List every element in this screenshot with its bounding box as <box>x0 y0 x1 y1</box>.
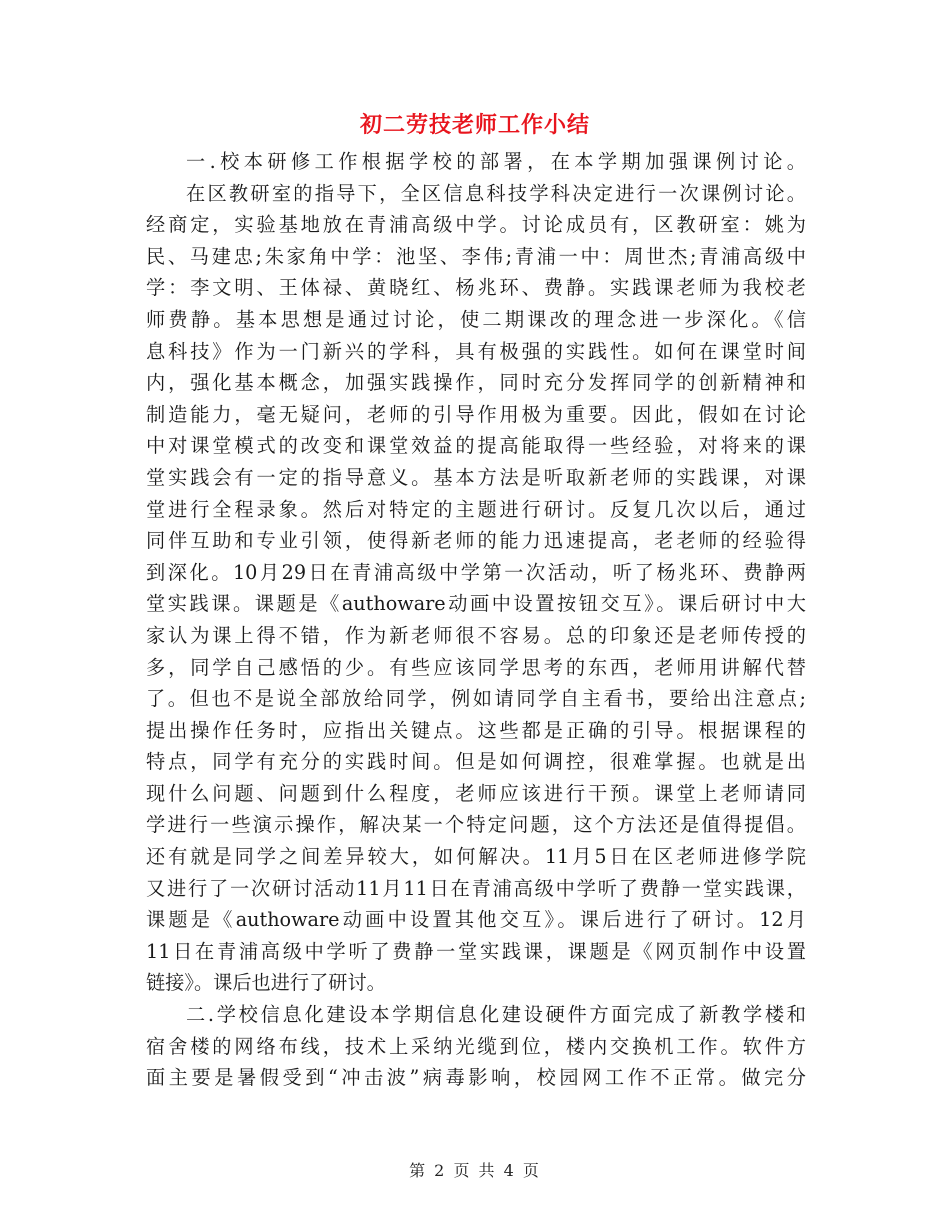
paragraph-line: 链接》。课后也进行了研讨。 <box>146 971 386 995</box>
paragraph-line: 了。但也不是说全部放给同学，例如请同学自主看书，要给出注意点; <box>146 687 806 711</box>
paragraph-line: 经商定，实验基地放在青浦高级中学。讨论成员有，区教研室：姚为 <box>146 213 806 237</box>
paragraph-line: 课题是《authoware动画中设置其他交互》。课后进行了研讨。12月 <box>146 908 806 932</box>
paragraph-line: 堂实践会有一定的指导意义。基本方法是听取新老师的实践课，对课 <box>146 465 806 489</box>
paragraph-line: 内，强化基本概念，加强实践操作，同时充分发挥同学的创新精神和 <box>146 371 806 395</box>
paragraph-line: 特点，同学有充分的实践时间。但是如何调控，很难掌握。也就是出 <box>146 750 806 774</box>
paragraph-line: 民、马建忠;朱家角中学：池坚、李伟;青浦一中：周世杰;青浦高级中 <box>146 244 806 268</box>
paragraph-line: 学：李文明、王体禄、黄晓红、杨兆环、费静。实践课老师为我校老 <box>146 276 806 300</box>
paragraph-line: 还有就是同学之间差异较大，如何解决。11月5日在区老师进修学院 <box>146 845 806 869</box>
paragraph-line: 师费静。基本思想是通过讨论，使二期课改的理念进一步深化。《信 <box>146 307 806 331</box>
paragraph-line: 学进行一些演示操作，解决某一个特定问题，这个方法还是值得提倡。 <box>146 813 806 837</box>
paragraph-line: 宿舍楼的网络布线，技术上采纳光缆到位，楼内交换机工作。软件方 <box>146 1034 806 1058</box>
paragraph-line: 同伴互助和专业引领，使得新老师的能力迅速提高，老老师的经验得 <box>146 529 806 553</box>
paragraph-line: 息科技》作为一门新兴的学科，具有极强的实践性。如何在课堂时间 <box>146 339 806 363</box>
paragraph-line: 中对课堂模式的改变和课堂效益的提高能取得一些经验，对将来的课 <box>146 434 806 458</box>
paragraph-line: 面主要是暑假受到“冲击波”病毒影响，校园网工作不正常。做完分 <box>146 1066 806 1090</box>
document-title: 初二劳技老师工作小结 <box>359 112 590 138</box>
paragraph-line: 提出操作任务时，应指出关键点。这些都是正确的引导。根据课程的 <box>146 718 806 742</box>
paragraph-line: 到深化。10月29日在青浦高级中学第一次活动，听了杨兆环、费静两 <box>146 560 806 584</box>
paragraph-line: 二.学校信息化建设本学期信息化建设硬件方面完成了新教学楼和 <box>186 1003 806 1027</box>
paragraph-line: 又进行了一次研讨活动11月11日在青浦高级中学听了费静一堂实践课， <box>146 876 806 900</box>
paragraph-line: 11日在青浦高级中学听了费静一堂实践课，课题是《网页制作中设置 <box>146 939 806 963</box>
page-number-footer: 第 2 页 共 4 页 <box>409 1161 541 1180</box>
paragraph-line: 在区教研室的指导下，全区信息科技学科决定进行一次课例讨论。 <box>186 181 806 205</box>
paragraph-line: 多，同学自己感悟的少。有些应该同学思考的东西，老师用讲解代替 <box>146 655 806 679</box>
paragraph-line: 堂进行全程录象。然后对特定的主题进行研讨。反复几次以后，通过 <box>146 497 806 521</box>
paragraph-line: 一.校本研修工作根据学校的部署，在本学期加强课例讨论。 <box>186 150 806 173</box>
paragraph-line: 家认为课上得不错，作为新老师很不容易。总的印象还是老师传授的 <box>146 623 806 647</box>
paragraph-line: 制造能力，毫无疑问，老师的引导作用极为重要。因此，假如在讨论 <box>146 402 806 426</box>
document-body <box>146 146 806 1094</box>
paragraph-line: 堂实践课。课题是《authoware动画中设置按钮交互》。课后研讨中大 <box>146 592 806 616</box>
paragraph-line: 现什么问题、问题到什么程度，老师应该进行干预。课堂上老师请同 <box>146 781 806 805</box>
